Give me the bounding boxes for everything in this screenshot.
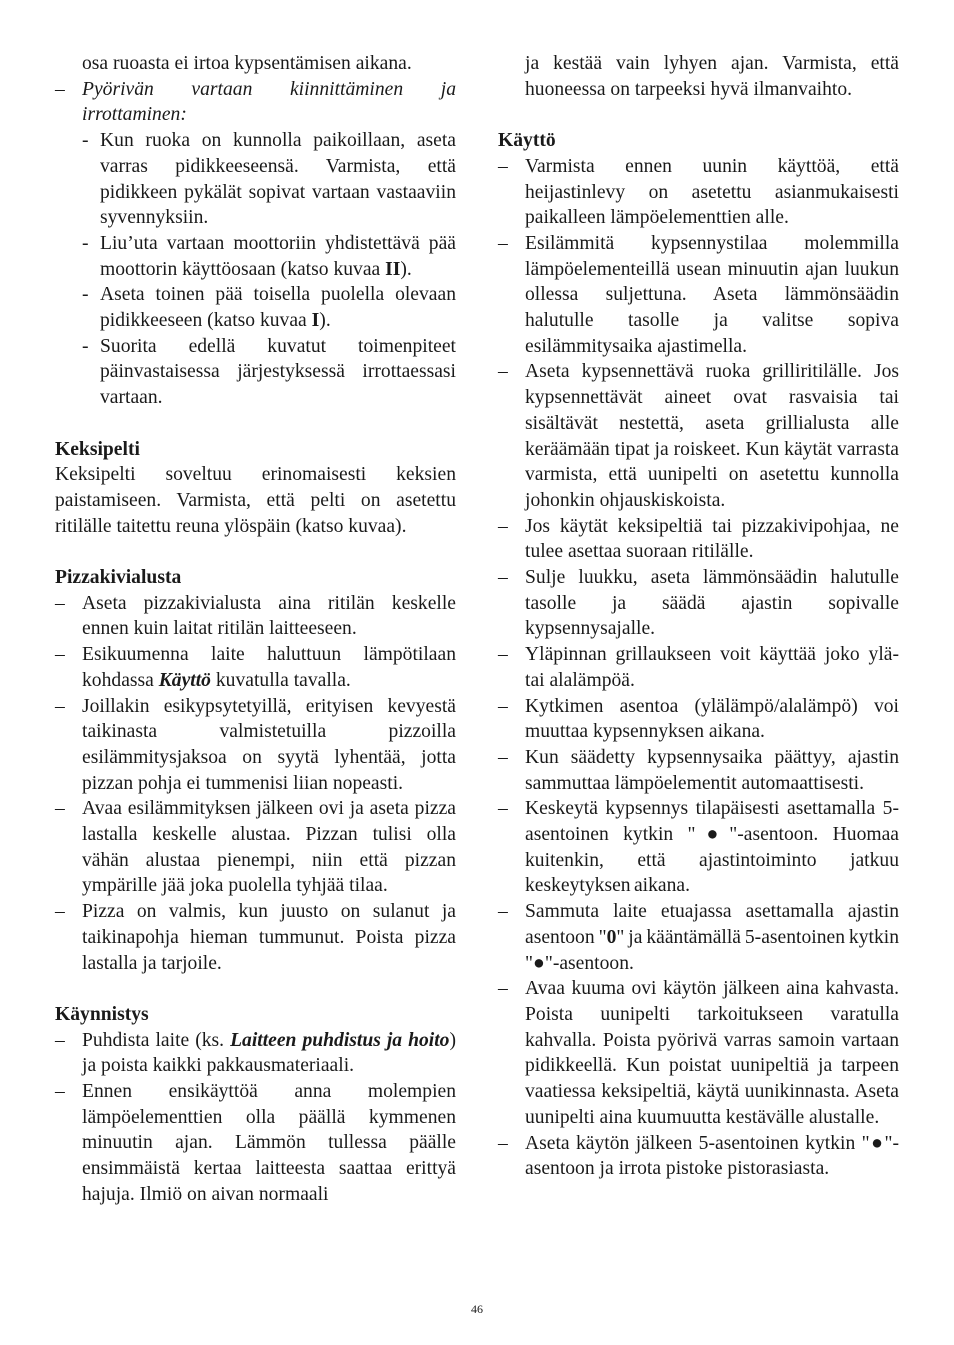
list-item-text: Kun säädetty kypsennysaika päättyy, ajastin sammuttaa lämpöelementit automaattisesti.: [525, 746, 899, 794]
list-item: [498, 745, 899, 796]
list-dash: –: [498, 361, 508, 383]
section-heading-kaytto: Käyttö: [498, 130, 556, 152]
spacer: [498, 102, 899, 128]
list-dash: -: [82, 335, 89, 357]
spit-step-text: Suorita edellä kuvatut toimenpiteet päinvastaisessa järjestyksessä irrottaessasi vartaan.: [100, 335, 456, 409]
continuation-text: ja kestää vain lyhyen ajan. Varmista, että huoneessa on tarpeeksi hyvä ilmanvaihto.: [525, 53, 899, 100]
section-heading-keksipelti: Keksipelti: [55, 438, 140, 460]
list-dash: –: [55, 901, 65, 923]
list-item-text: Sammuta laite etuajassa asettamalla ajastin asentoon ": [525, 901, 899, 948]
list-item-text: Kytkimen asentoa (ylälämpö/alalämpö) voi muuttaa kypsennyksen aikana.: [525, 695, 899, 743]
list-item: [498, 976, 899, 1130]
list-dash: –: [498, 232, 508, 254]
list-item: [498, 899, 899, 976]
list-item-text: Aseta pizzakivialusta aina ritilän keskelle ennen kuin laitat ritilän laitteeseen.: [82, 592, 456, 640]
spit-step: [55, 231, 456, 282]
figure-ref: II: [385, 258, 401, 280]
list-item: [55, 1079, 456, 1208]
list-item-text: Aseta kypsennettävä ruoka grilliritilälle. Jos kypsennettävät aineet ovat rasvaisia tai sisältävät nestettä, aseta grillialusta alle keräämään tipat ja roiskeet. Kun käytät varrasta varmista, että uunipelti on asetettu kunnolla johonkin ohjauskiskoista.: [525, 361, 899, 511]
list-item: [55, 591, 456, 642]
list-item: [498, 642, 899, 693]
list-item-text: Sulje luukku, aseta lämmönsäädin halutulle tasolle ja säädä ajastin sopivalle kypsennysajalle.: [525, 567, 899, 640]
page-number: 46: [471, 1302, 483, 1316]
list-item: [498, 231, 899, 360]
list-dash: –: [498, 567, 508, 589]
list-dash: –: [498, 1132, 508, 1154]
list-dash: -: [82, 284, 89, 306]
list-item: [498, 1131, 899, 1182]
list-dash: –: [55, 695, 65, 717]
section-heading-kaynnistys: Käynnistys: [55, 1003, 149, 1025]
spit-heading: Pyörivän vartaan kiinnittäminen ja irrottaminen:: [82, 78, 456, 126]
list-item: [55, 1028, 456, 1079]
list-item-text: Pizza on valmis, kun juusto on sulanut ja taikinapohja hieman tummunut. Poista pizza lastalla ja tarjoile.: [82, 901, 456, 974]
list-item: [498, 514, 899, 565]
list-item: [55, 694, 456, 797]
list-dash: –: [498, 978, 508, 1000]
list-item-text: Avaa esilämmityksen jälkeen ovi ja aseta pizza lastalla keskelle alustaa. Pizzan tulisi olla vähän alustaa pienempi, niin että pizzan ympärille jää joka puolella tyhjää tilaa.: [82, 798, 456, 897]
list-dash: –: [55, 798, 65, 820]
keksipelti-text: Keksipelti soveltuu erinomaisesti keksien paistamiseen. Varmista, että pelti on asetettu ritilälle taitettu reuna ylöspäin (katso kuvaa).: [55, 464, 456, 537]
right-column: [498, 51, 899, 1182]
list-item-text: Puhdista laite (ks.: [82, 1029, 231, 1051]
intro-continuation: [55, 51, 456, 77]
list-item: [498, 796, 899, 899]
list-item: [55, 899, 456, 976]
spit-step: [55, 282, 456, 333]
list-item-text: " ja kääntämällä 5-asentoinen kytkin "●"-asentoon.: [525, 926, 899, 974]
list-dash: –: [55, 592, 65, 614]
list-item: [498, 694, 899, 745]
list-item-text: Aseta käytön jälkeen 5-asentoinen kytkin "●"-asentoon ja irrota pistoke pistorasiasta.: [525, 1132, 899, 1180]
list-dash: –: [498, 155, 508, 177]
list-dash: –: [55, 644, 65, 666]
timer-position-zero: 0: [606, 926, 617, 948]
spit-step: [55, 334, 456, 411]
intro-continuation-text: osa ruoasta ei irtoa kypsentämisen aikana.: [82, 53, 412, 74]
list-dash: –: [55, 1081, 65, 1103]
list-item: [55, 796, 456, 899]
list-dash: –: [55, 78, 65, 100]
list-item-text: kuvatulla tavalla.: [210, 669, 351, 691]
list-item: [498, 154, 899, 231]
list-dash: –: [498, 901, 508, 923]
left-column: [55, 51, 456, 1208]
spacer: [55, 411, 456, 437]
list-item: [498, 565, 899, 642]
section-heading-pizzakivialusta: Pizzakivialusta: [55, 567, 182, 589]
list-dash: –: [498, 644, 508, 666]
spit-step-text: ).: [400, 258, 412, 280]
spacer: [55, 976, 456, 1002]
list-item-text: Varmista ennen uunin käyttöä, että heijastinlevy on asetettu asianmukaisesti paikalleen lämpöelementtien alle.: [525, 155, 899, 229]
spit-heading-item: [55, 77, 456, 128]
spacer: [55, 539, 456, 565]
list-item: [55, 642, 456, 693]
list-dash: -: [82, 130, 89, 152]
list-item: [498, 359, 899, 513]
spit-step-text: Kun ruoka on kunnolla paikoillaan, aseta varras pidikkeeseensä. Varmista, että pidikkeen pykälät sopivat vartaan vastaaviin syvennyksiin.: [100, 130, 456, 229]
cross-reference: Laitteen puhdistus ja hoito: [230, 1029, 450, 1051]
list-dash: –: [498, 798, 508, 820]
list-dash: –: [498, 695, 508, 717]
list-item-text: Avaa kuuma ovi käytön jälkeen aina kahvasta. Poista uunipelti tarkoitukseen varatulla kahvalla. Poista pyörivä varras samoin vartaan pidikkeellä. Kun poistat uunipeltiä ja tarpeen vaatiessa keksipeltiä, käytä uunikinnasta. Aseta uunipelti aina kuumuutta kestävälle alustalle.: [525, 978, 899, 1128]
list-dash: –: [498, 515, 508, 537]
spit-step-text: ).: [319, 310, 331, 332]
list-item-text: Esikuumenna laite haluttuun lämpötilaan kohdassa: [82, 644, 456, 691]
list-dash: -: [82, 232, 89, 254]
list-item-text: Keskeytä kypsennys tilapäisesti asettamalla 5-asentoinen kytkin "●"-asentoon. Huomaa kuitenkin, että ajastintoiminto jatkuu keskeytyksen aikana.: [525, 798, 899, 897]
spit-step-text: Liu’uta vartaan moottoriin yhdistettävä pää moottorin käyttöosaan (katso kuvaa: [100, 232, 456, 280]
list-dash: –: [55, 1029, 65, 1051]
figure-ref: I: [311, 310, 320, 332]
list-item-text: ) ja poista kaikki pakkausmateriaali.: [82, 1029, 457, 1077]
spit-step: [55, 128, 456, 231]
list-item-text: Yläpinnan grillaukseen voit käyttää joko ylä- tai alalämpöä.: [525, 644, 899, 691]
spit-step-text: Aseta toinen pää toisella puolella olevaan pidikkeeseen (katso kuvaa: [100, 284, 456, 332]
cross-reference: Käyttö: [158, 669, 211, 691]
list-item-text: Esilämmitä kypsennystilaa molemmilla lämpöelementeillä usean minuutin ajan luukun ollessa suljettuna. Aseta lämmönsäädin halutulle tasolle ja valitse sopiva esilämmitysaika ajastimella.: [525, 232, 899, 357]
list-item-text: Joillakin esikypsytetyillä, erityisen kevyestä taikinasta valmistetuilla pizzoilla esilämmitysjaksoa on syytä lyhentää, jotta pizzan pohja ei tummenisi liian nopeasti.: [82, 695, 456, 794]
list-item-text: Ennen ensikäyttöä anna molempien lämpöelementtien olla päällä kymmenen minuutin ajan. Lämmön tullessa päälle ensimmäistä kertaa laitteesta saattaa erittyä hajuja. Ilmiö on aivan normaali: [82, 1081, 456, 1205]
list-item-text: Jos käytät keksipeltiä tai pizzakivipohjaa, ne tulee asettaa suoraan ritilälle.: [525, 515, 899, 563]
list-dash: –: [498, 746, 508, 768]
kaynnistys-continuation: [498, 51, 899, 102]
